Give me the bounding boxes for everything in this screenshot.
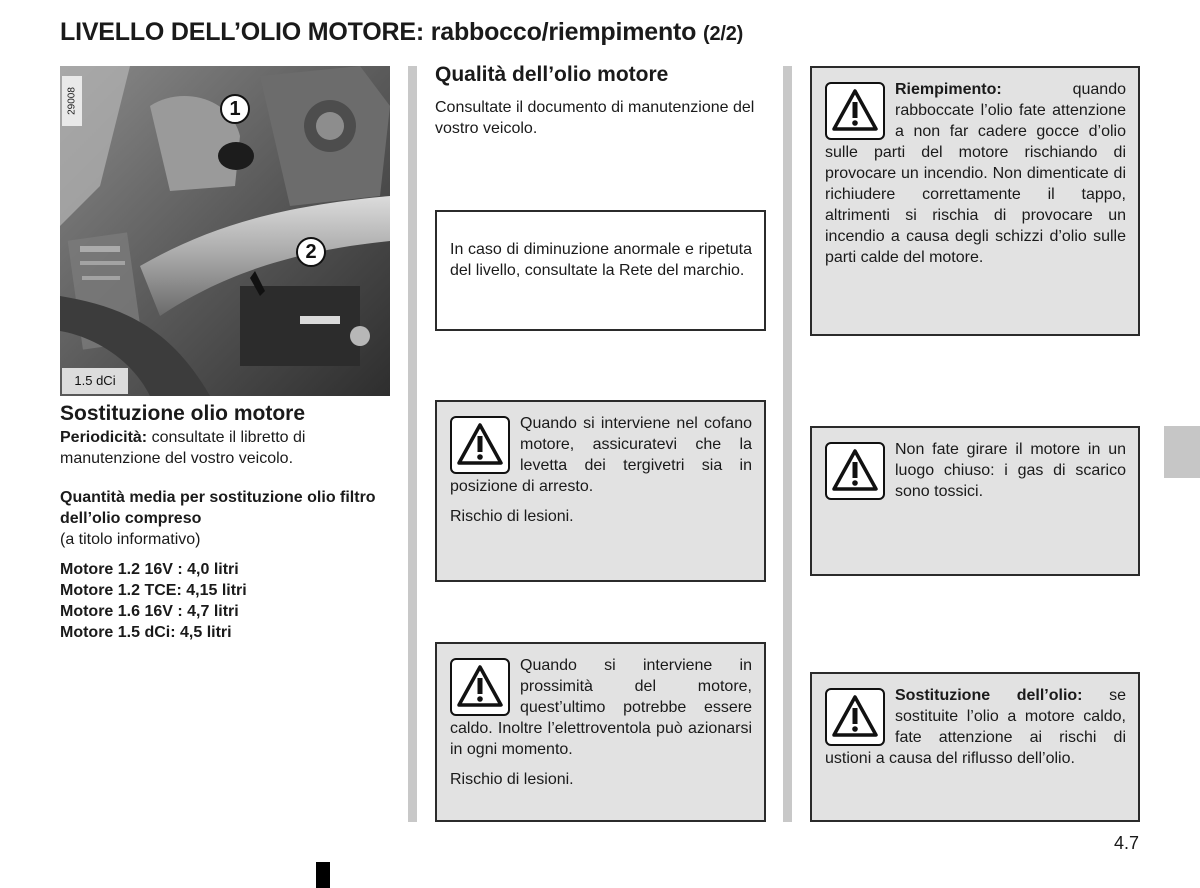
- list-item: Motore 1.2 TCE: 4,15 litri: [60, 582, 247, 599]
- engine-photo: [60, 66, 390, 396]
- warning-text: Quando si interviene in prossimità del motore, quest’ultimo potrebbe essere caldo. Inoltre l’elettroventola può azionarsi in ogni momento.: [450, 657, 752, 758]
- warning-box-filling: [810, 66, 1140, 336]
- warning-text: Non fate girare il motore in un luogo chiuso: i gas di scarico sono tossici.: [895, 441, 1126, 500]
- oil-quality-intro: Consultate il documento di manutenzione del vostro veicolo.: [435, 99, 755, 137]
- warning-label: Riempimento:: [895, 81, 1002, 98]
- column-separator: [408, 66, 417, 822]
- section-title-oil-quality: Qualità dell’olio motore: [435, 63, 669, 86]
- list-item: Motore 1.2 16V : 4,0 litri: [60, 561, 239, 578]
- warning-box-oil-change: [810, 672, 1140, 822]
- callout-marker-2: 2: [296, 237, 326, 267]
- warning-box-hot-engine: [435, 642, 766, 822]
- warning-icon: [450, 658, 510, 716]
- page-number: 4.7: [1114, 833, 1140, 853]
- footer-marker: [316, 862, 330, 888]
- warning-icon: [450, 416, 510, 474]
- engine-capacity-list: [60, 559, 247, 643]
- list-item: Motore 1.6 16V : 4,7 litri: [60, 603, 239, 620]
- chapter-tab: [1164, 426, 1200, 478]
- warning-box-wipers: [435, 400, 766, 582]
- section-title-oil-change: Sostituzione olio motore: [60, 402, 305, 425]
- warning-text: Quando si interviene nel cofano motore, assicuratevi che la levetta dei tergivetri sia in posizione di arresto.: [450, 415, 752, 495]
- periodicity-paragraph: [60, 427, 390, 469]
- quantity-note: (a titolo informativo): [60, 531, 201, 548]
- page-title: LIVELLO DELL’OLIO MOTORE: rabbocco/riempimento (2/2): [60, 18, 744, 46]
- quantity-title: Quantità media per sostituzione olio filtro dell’olio compreso: [60, 489, 376, 527]
- warning-text: Sostituzione dell’olio: se sostituite l’olio a motore caldo, fate attenzione ai rischi di ustioni a causa del riflusso dell’olio.: [825, 687, 1126, 767]
- note-text: In caso di diminuzione anormale e ripetuta del livello, consultate la Rete del marchio.: [450, 241, 752, 279]
- periodicity-label: Periodicità:: [60, 429, 148, 446]
- quantity-paragraph: [60, 487, 390, 550]
- callout-marker-1: 1: [220, 94, 250, 124]
- note-box: [435, 210, 766, 331]
- warning-risk: Rischio di lesioni.: [450, 508, 574, 525]
- warning-label: Sostituzione dell’olio:: [895, 687, 1083, 704]
- warning-risk: Rischio di lesioni.: [450, 771, 574, 788]
- warning-icon: [825, 442, 885, 500]
- column-separator: [783, 66, 792, 822]
- photo-reference-code: 29008: [62, 76, 82, 126]
- warning-text: Riempimento: quando rabboccate l’olio fate attenzione a non far cadere gocce d’olio sulle parti del motore rischiando di provocare un incendio. Non dimenticate di richiudere correttamente il tappo, altrimenti si rischia di provocare un incendio a causa degli schizzi d’olio sulle parti calde del motore.: [825, 81, 1126, 266]
- list-item: Motore 1.5 dCi: 4,5 litri: [60, 624, 232, 641]
- warning-box-exhaust: [810, 426, 1140, 576]
- periodicity-text: consultate il libretto di manutenzione del vostro veicolo.: [60, 429, 306, 467]
- warning-icon: [825, 688, 885, 746]
- engine-type-label: 1.5 dCi: [62, 368, 128, 394]
- warning-icon: [825, 82, 885, 140]
